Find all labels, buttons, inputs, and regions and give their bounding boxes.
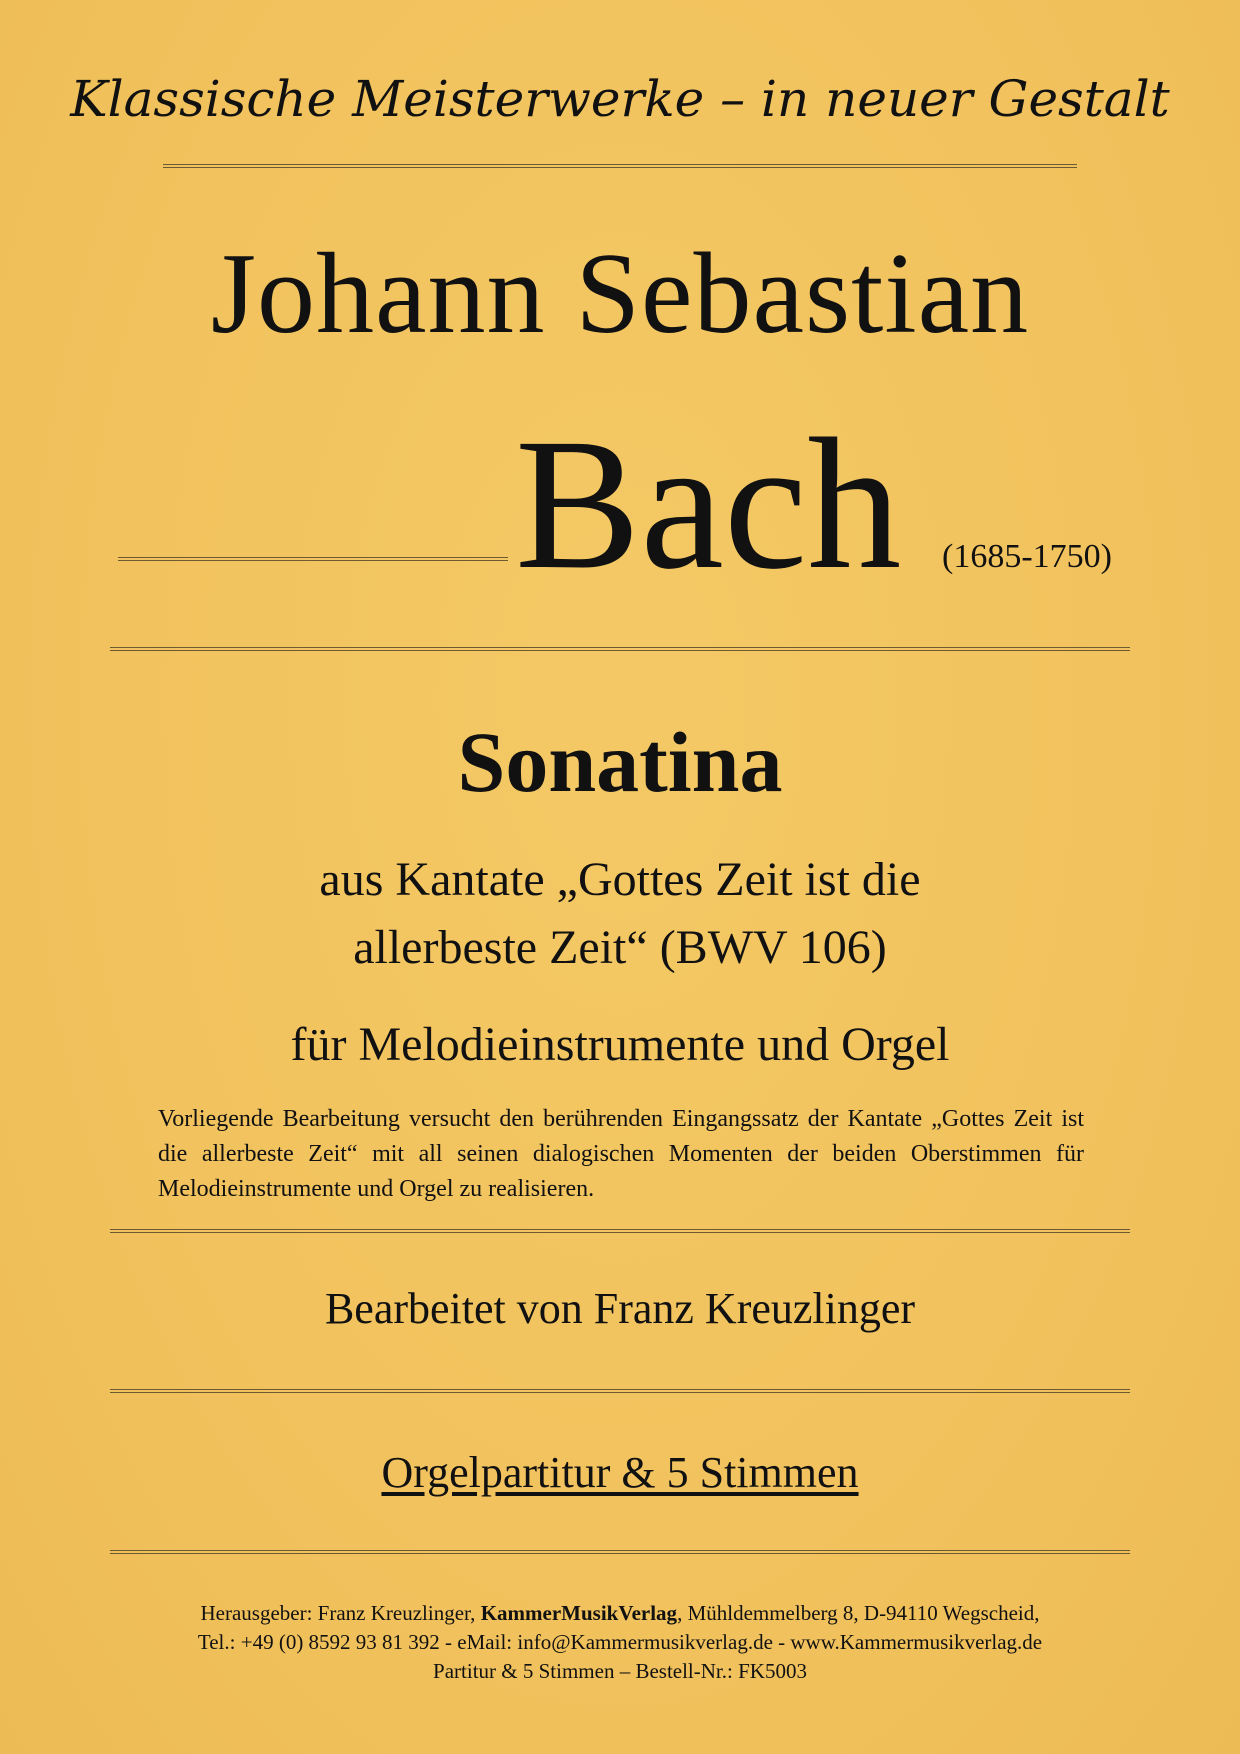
edition-contents: Orgelpartitur & 5 Stimmen [381,1448,859,1497]
composer-first-names: Johann Sebastian [210,230,1030,358]
divider-6 [110,1550,1130,1554]
divider-4 [110,1229,1130,1233]
description: Vorliegende Bearbeitung versucht den berührenden Eingangssatz der Kantate „Gottes Zeit ist die allerbeste Zeit“ mit all seinen dialogischen Momenten der beiden Oberstimmen für Melodieinstrumente und Orgel zu realisieren. [158,1106,1084,1202]
arranger-credit: Bearbeitet von Franz Kreuzlinger [324,1284,916,1333]
divider-5 [110,1389,1130,1393]
composer-surname: Bach [515,399,902,608]
divider-1 [163,164,1077,168]
work-title: Sonatina [457,714,783,810]
publisher-name: KammerMusikVerlag [480,1601,678,1625]
publisher-address: , Mühldemmelberg 8, D-94110 Wegscheid, [677,1601,1040,1625]
order-number: Partitur & 5 Stimmen – Bestell-Nr.: FK5003 [433,1659,807,1683]
publisher-line-1 [0,1598,1240,1628]
series-title: Klassische Meisterwerke – in neuer Gestalt [70,70,1170,128]
work-instrumentation: für Melodieinstrumente und Orgel [290,1018,950,1071]
divider-3 [110,647,1130,651]
work-source-line-1: aus Kantate „Gottes Zeit ist die [319,853,921,906]
composer-dates: (1685-1750) [942,538,1112,575]
publisher-prefix: Herausgeber: Franz Kreuzlinger, [200,1601,481,1625]
publisher-contact: Tel.: +49 (0) 8592 93 81 392 - eMail: info@Kammermusikverlag.de - www.Kammermusikverlag.de [197,1630,1043,1654]
work-source-line-2: allerbeste Zeit“ (BWV 106) [353,921,887,974]
divider-2 [118,557,508,561]
